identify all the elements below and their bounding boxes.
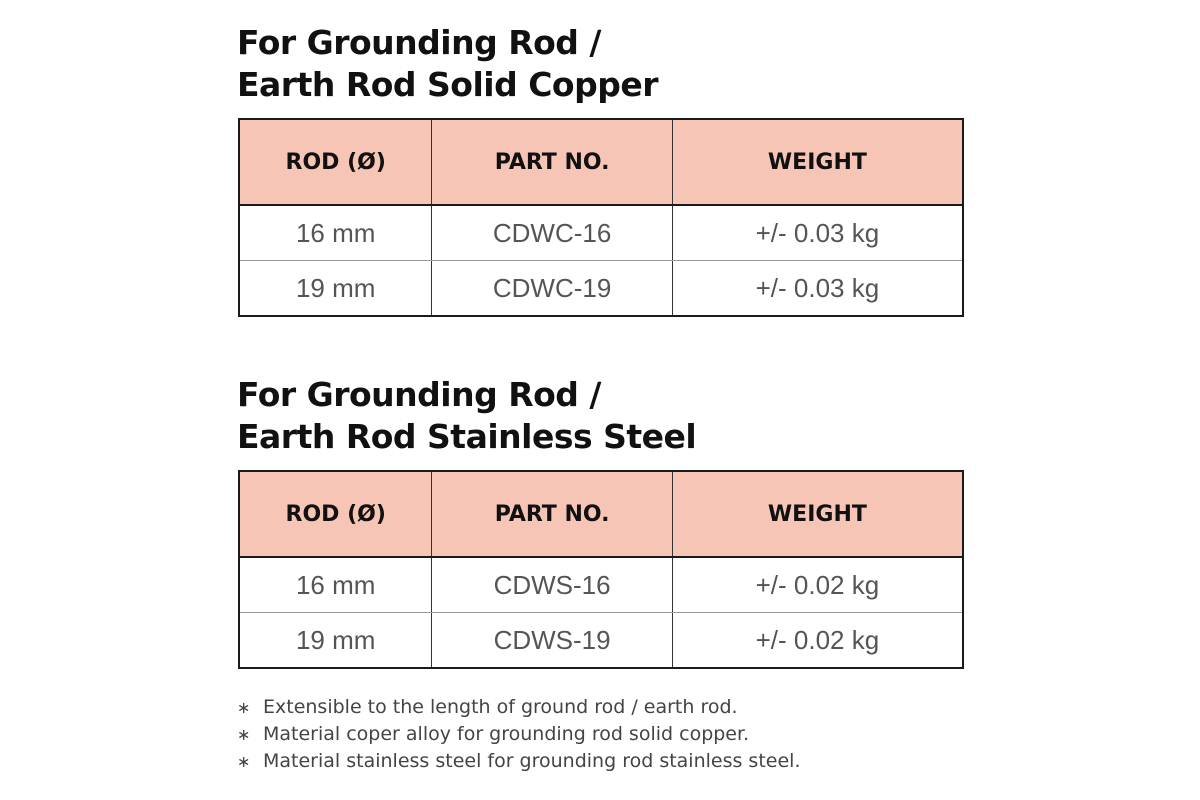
cell-rod: 16 mm <box>239 205 432 261</box>
asterisk-icon: ∗ <box>237 725 251 744</box>
cell-weight: +/- 0.02 kg <box>672 557 963 613</box>
table-row <box>239 261 963 317</box>
header-rod: ROD (Ø) <box>239 119 432 205</box>
asterisk-icon: ∗ <box>237 752 251 771</box>
table-row <box>239 613 963 669</box>
asterisk-icon: ∗ <box>237 698 251 717</box>
cell-part-no: CDWS-16 <box>432 557 672 613</box>
title-line-2: Earth Rod Solid Copper <box>237 65 658 104</box>
header-rod: ROD (Ø) <box>239 471 432 557</box>
header-part-no: PART NO. <box>432 471 672 557</box>
note-item <box>237 748 800 775</box>
cell-part-no: CDWC-19 <box>432 261 672 317</box>
cell-part-no: CDWC-16 <box>432 205 672 261</box>
table-row <box>239 557 963 613</box>
header-weight: WEIGHT <box>672 119 963 205</box>
note-text: Material coper alloy for grounding rod solid copper. <box>263 723 750 745</box>
stainless-steel-section <box>237 374 964 669</box>
note-text: Extensible to the length of ground rod / earth rod. <box>263 696 738 718</box>
table-row <box>239 205 963 261</box>
title-line-2: Earth Rod Stainless Steel <box>237 417 697 456</box>
stainless-steel-table <box>238 470 964 669</box>
title-line-1: For Grounding Rod / <box>237 23 601 62</box>
solid-copper-section <box>237 22 964 317</box>
note-item <box>237 721 800 748</box>
note-item <box>237 694 800 721</box>
notes-list <box>237 694 800 775</box>
cell-rod: 19 mm <box>239 261 432 317</box>
cell-weight: +/- 0.02 kg <box>755 624 880 655</box>
section-title <box>237 374 964 458</box>
table-header-row <box>239 471 963 557</box>
solid-copper-table <box>238 118 964 317</box>
cell-part-no: CDWS-19 <box>432 613 672 669</box>
section-title <box>237 22 964 106</box>
cell-rod: 19 mm <box>239 613 432 669</box>
header-part-no: PART NO. <box>432 119 672 205</box>
header-weight: WEIGHT <box>672 471 963 557</box>
cell-weight: +/- 0.03 kg <box>755 272 880 303</box>
title-line-1: For Grounding Rod / <box>237 375 601 414</box>
table-header-row <box>239 119 963 205</box>
cell-rod: 16 mm <box>239 557 432 613</box>
note-text: Material stainless steel for grounding rod stainless steel. <box>263 750 801 772</box>
cell-weight: +/- 0.03 kg <box>672 205 963 261</box>
